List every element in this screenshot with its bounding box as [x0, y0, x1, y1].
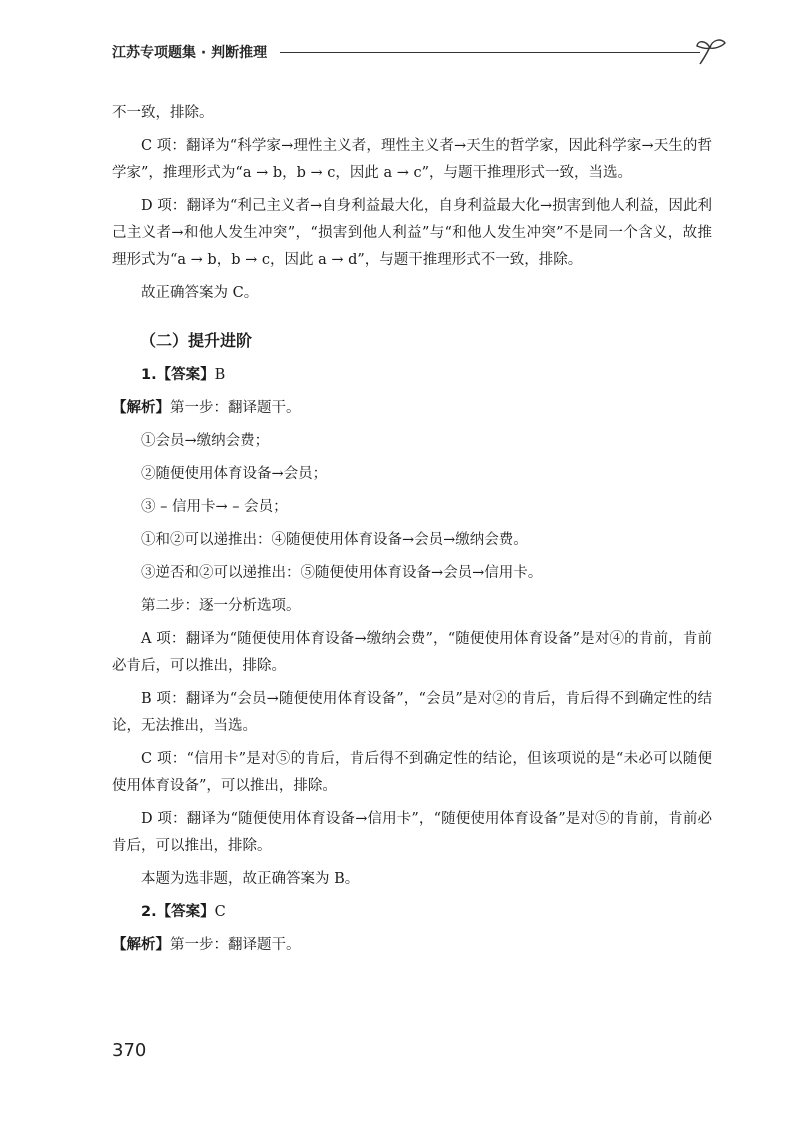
answer-line [112, 362, 712, 389]
section-title: （二）提升进阶 [140, 331, 253, 350]
conclusion: 本题为选非题，故正确答案为 B。 [141, 871, 360, 887]
analysis-step: 第二步：逐一分析选项。 [141, 598, 301, 614]
page-content [112, 100, 712, 965]
page-number: 370 [112, 1040, 147, 1061]
analysis-label: 【解析】 [112, 400, 170, 416]
analysis-text: 第一步：翻译题干。 [170, 400, 301, 416]
option-analysis: B 项：翻译为“会员→随便使用体育设备”，“会员”是对②的肯后，肯后得不到确定性的结论，无法推出，当选。 [112, 691, 712, 734]
header-title: 江苏专项题集 · 判断推理 [112, 45, 268, 61]
sprout-icon [694, 36, 728, 68]
analysis-step: ③ – 信用卡→ – 会员； [141, 499, 288, 515]
answer-label: 1.【答案】 [141, 367, 215, 383]
running-header [112, 36, 722, 68]
paragraph: D 项：翻译为“利己主义者→自身利益最大化，自身利益最大化→损害到他人利益，因此利己主义者→和他人发生冲突”，“损害到他人利益”与“和他人发生冲突”不是同一个含义，故推理形式为“a → b，b → c，因此 a → d”，与题干推理形式不一致，排除。 [112, 198, 712, 268]
analysis-step: ②随便使用体育设备→会员； [141, 466, 328, 482]
answer-label: 2.【答案】 [141, 904, 215, 920]
answer-line [112, 899, 712, 926]
option-analysis: C 项：“信用卡”是对⑤的肯后，肯后得不到确定性的结论，但该项说的是“未必可以随便使用体育设备”，可以推出，排除。 [112, 751, 712, 794]
answer-value: B [214, 367, 226, 383]
option-analysis: A 项：翻译为“随便使用体育设备→缴纳会费”，“随便使用体育设备”是对④的肯前，肯前必肯后，可以推出，排除。 [112, 631, 712, 674]
option-analysis: D 项：翻译为“随便使用体育设备→信用卡”，“随便使用体育设备”是对⑤的肯前，肯前必肯后，可以推出，排除。 [112, 811, 712, 854]
paragraph: C 项：翻译为“科学家→理性主义者，理性主义者→天生的哲学家，因此科学家→天生的哲学家”，推理形式为“a → b，b → c，因此 a → c”，与题干推理形式一致，当选。 [112, 138, 712, 181]
analysis-text: 第一步：翻译题干。 [170, 937, 301, 953]
paragraph: 不一致，排除。 [112, 105, 214, 121]
analysis-step: ①会员→缴纳会费； [141, 433, 270, 449]
analysis-label: 【解析】 [112, 937, 170, 953]
analysis-line [112, 932, 712, 959]
answer-value: C [214, 904, 226, 920]
analysis-step: ③逆否和②可以递推出：⑤随便使用体育设备→会员→信用卡。 [141, 565, 543, 581]
analysis-step: ①和②可以递推出：④随便使用体育设备→会员→缴纳会费。 [141, 532, 528, 548]
header-rule [280, 52, 700, 53]
analysis-line [112, 395, 712, 422]
paragraph: 故正确答案为 C。 [141, 285, 259, 301]
